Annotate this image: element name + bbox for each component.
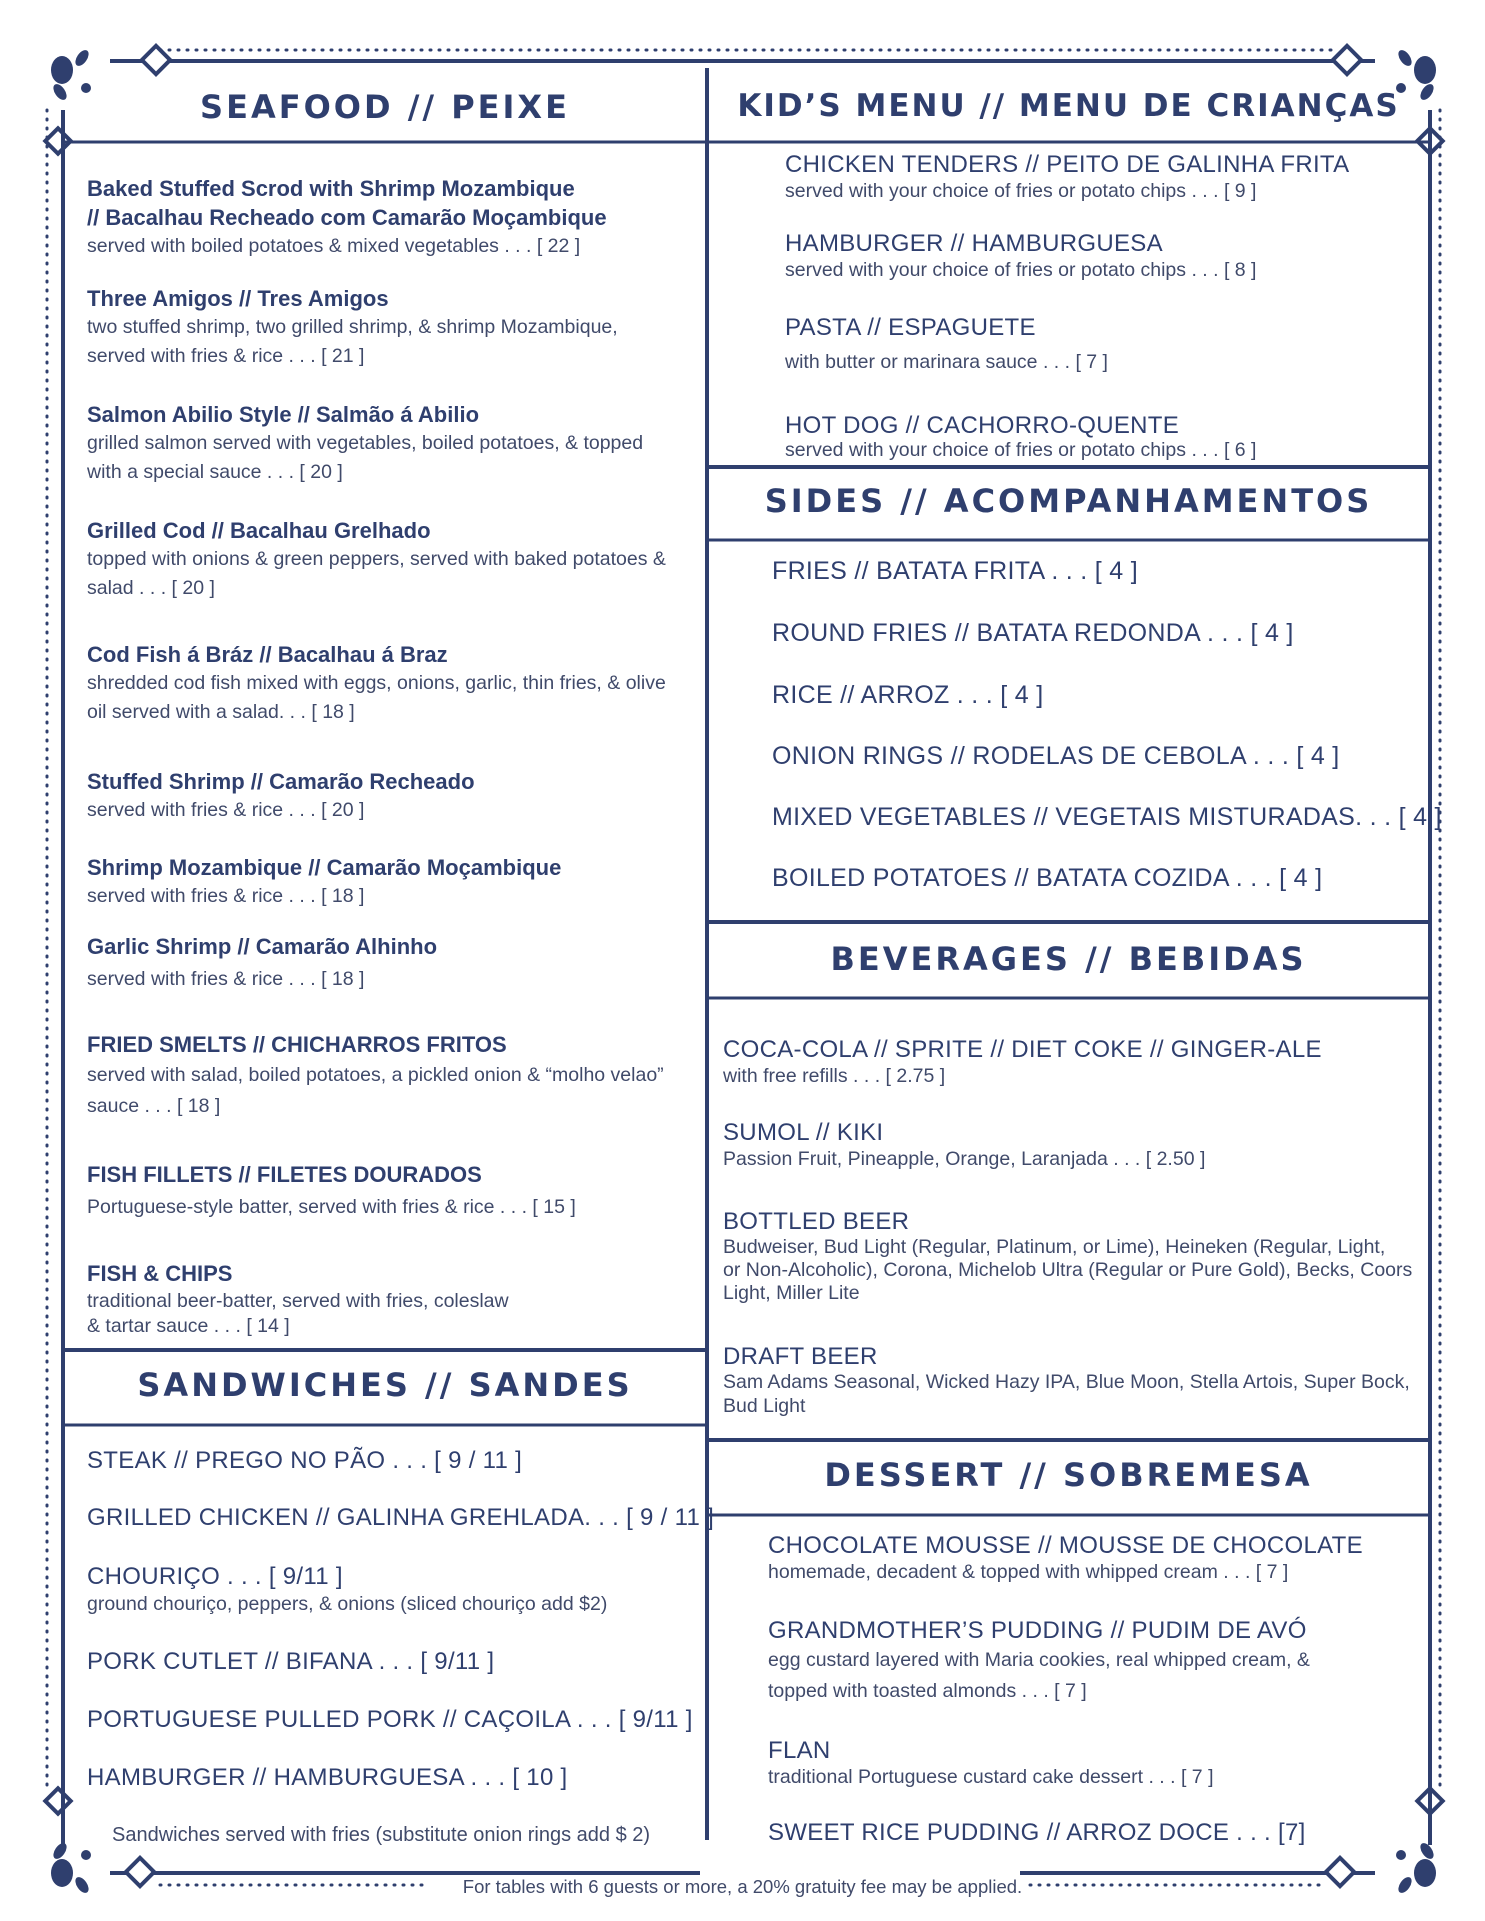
item-description-line2: & tartar sauce . . . [ 14 ]: [87, 1315, 290, 1337]
item-description-line2: topped with toasted almonds . . . [ 7 ]: [768, 1680, 1087, 1702]
seafood-item: [87, 1160, 576, 1222]
item-description: with butter or marinara sauce . . . [ 7 ]: [785, 351, 1108, 373]
item-name: Shrimp Mozambique // Camarão Moçambique: [87, 855, 562, 880]
sandwich-item: HAMBURGER // HAMBURGUESA . . . [ 10 ]: [87, 1764, 568, 1791]
item-name: Baked Stuffed Scrod with Shrimp Mozambique: [87, 176, 575, 201]
item-description: with free refills . . . [ 2.75 ]: [723, 1065, 946, 1087]
sandwiches-title: SANDWICHES // SANDES: [137, 1366, 633, 1404]
item-name: Garlic Shrimp // Camarão Alhinho: [87, 934, 438, 959]
item-description: two stuffed shrimp, two grilled shrimp, & shrimp Mozambique,: [87, 316, 618, 338]
sandwich-item: STEAK // PREGO NO PÃO . . . [ 9 / 11 ]: [87, 1447, 523, 1474]
seafood-item: [87, 853, 561, 911]
side-item: FRIES // BATATA FRITA . . . [ 4 ]: [772, 557, 1138, 585]
dessert-item: [768, 1736, 1213, 1789]
item-name: Cod Fish á Bráz // Bacalhau á Braz: [87, 642, 448, 667]
item-name: Stuffed Shrimp // Camarão Recheado: [87, 769, 475, 794]
top-right-diamond: [1333, 46, 1361, 74]
seafood-item: [87, 284, 618, 371]
item-name: FRIED SMELTS // CHICHARROS FRITOS: [87, 1032, 507, 1057]
item-description: egg custard layered with Maria cookies, real whipped cream, &: [768, 1649, 1310, 1671]
item-name: DRAFT BEER: [723, 1343, 878, 1370]
item-description: served with salad, boiled potatoes, a pickled onion & “molho velao”: [87, 1064, 664, 1086]
item-description: Passion Fruit, Pineapple, Orange, Laranjada . . . [ 2.50 ]: [723, 1148, 1206, 1170]
item-name: Three Amigos // Tres Amigos: [87, 286, 389, 311]
item-name: CHICKEN TENDERS // PEITO DE GALINHA FRITA: [785, 151, 1350, 178]
side-item: ROUND FRIES // BATATA REDONDA . . . [ 4 ]: [772, 619, 1294, 647]
item-description: served with your choice of fries or potato chips . . . [ 9 ]: [785, 180, 1257, 202]
sandwich-item: PORK CUTLET // BIFANA . . . [ 9/11 ]: [87, 1648, 495, 1675]
seafood-item: [87, 1030, 664, 1121]
seafood-item: [87, 174, 607, 261]
sandwiches-note: Sandwiches served with fries (substitute onion rings add $ 2): [112, 1824, 651, 1846]
item-description-line2: oil served with a salad. . . [ 18 ]: [87, 701, 355, 723]
item-name: COCA-COLA // SPRITE // DIET COKE // GINGER-ALE: [723, 1036, 1322, 1063]
item-description: Budweiser, Bud Light (Regular, Platinum, or Lime), Heineken (Regular, Light,: [723, 1236, 1386, 1258]
kids-item: [785, 150, 1349, 203]
item-description: served with boiled potatoes & mixed vegetables . . . [ 22 ]: [87, 235, 581, 257]
sandwich-item: GRILLED CHICKEN // GALINHA GREHLADA. . . [ 9 / 11 ]: [87, 1504, 715, 1531]
item-name: PASTA // ESPAGUETE: [785, 314, 1036, 341]
item-description: traditional Portuguese custard cake dessert . . . [ 7 ]: [768, 1766, 1214, 1788]
item-description: served with fries & rice . . . [ 20 ]: [87, 799, 365, 821]
item-description: homemade, decadent & topped with whipped cream . . . [ 7 ]: [768, 1561, 1289, 1583]
seafood-item: [87, 400, 643, 487]
item-name: FLAN: [768, 1737, 831, 1764]
dessert-title: DESSERT // SOBREMESA: [824, 1456, 1313, 1494]
side-item: ONION RINGS // RODELAS DE CEBOLA . . . [ 4 ]: [772, 742, 1340, 770]
beverage-item: [723, 1207, 1412, 1305]
item-name: HAMBURGER // HAMBURGUESA: [785, 230, 1163, 257]
item-description: Sam Adams Seasonal, Wicked Hazy IPA, Blue Moon, Stella Artois, Super Bock,: [723, 1371, 1410, 1393]
dessert-item: [768, 1616, 1310, 1706]
beverages-title: BEVERAGES // BEBIDAS: [830, 940, 1307, 978]
item-description-line2: salad . . . [ 20 ]: [87, 577, 215, 599]
item-description: served with your choice of fries or potato chips . . . [ 8 ]: [785, 259, 1257, 281]
item-description: served with fries & rice . . . [ 18 ]: [87, 885, 365, 907]
seafood-item: [87, 516, 666, 603]
side-item: MIXED VEGETABLES // VEGETAIS MISTURADAS. . . [ 4 ]: [772, 803, 1442, 831]
item-description: served with your choice of fries or potato chips . . . [ 6 ]: [785, 439, 1257, 461]
item-description: Portuguese-style batter, served with fries & rice . . . [ 15 ]: [87, 1196, 576, 1218]
kids-item: [785, 229, 1256, 282]
item-description: traditional beer-batter, served with fries, coleslaw: [87, 1290, 509, 1312]
seafood-item: [87, 640, 666, 727]
dessert-item: SWEET RICE PUDDING // ARROZ DOCE . . . [7]: [768, 1819, 1306, 1846]
item-description-line2: or Non-Alcoholic), Corona, Michelob Ultra (Regular or Pure Gold), Becks, Coors: [723, 1259, 1413, 1281]
item-name: CHOURIÇO . . . [ 9/11 ]: [87, 1563, 343, 1590]
item-description: served with fries & rice . . . [ 18 ]: [87, 968, 365, 990]
beverage-item: [723, 1035, 1322, 1088]
sides-title: SIDES // ACOMPANHAMENTOS: [764, 482, 1373, 520]
left-bottom-diamond: [45, 1788, 70, 1813]
item-description-line2: sauce . . . [ 18 ]: [87, 1095, 221, 1117]
seafood-title: SEAFOOD // PEIXE: [200, 88, 570, 126]
item-name: SUMOL // KIKI: [723, 1119, 884, 1146]
item-name: HOT DOG // CACHORRO-QUENTE: [785, 412, 1180, 439]
item-description-line2: with a special sauce . . . [ 20 ]: [87, 461, 343, 483]
item-description-line3: Light, Miller Lite: [723, 1282, 860, 1304]
sandwich-item: [87, 1562, 607, 1617]
item-name: CHOCOLATE MOUSSE // MOUSSE DE CHOCOLATE: [768, 1532, 1363, 1559]
sandwich-item: PORTUGUESE PULLED PORK // CAÇOILA . . . [ 9/11 ]: [87, 1706, 693, 1733]
item-name: FISH FILLETS // FILETES DOURADOS: [87, 1162, 482, 1187]
item-description-line2: Bud Light: [723, 1395, 806, 1417]
item-name-portuguese: // Bacalhau Recheado com Camarão Moçambique: [87, 205, 607, 230]
item-description: grilled salmon served with vegetables, boiled potatoes, & topped: [87, 432, 644, 454]
kids-menu-title: KID’S MENU // MENU DE CRIANÇAS: [737, 88, 1400, 124]
item-name: BOTTLED BEER: [723, 1208, 910, 1235]
item-name: GRANDMOTHER’S PUDDING // PUDIM DE AVÓ: [768, 1617, 1307, 1644]
beverage-item: [723, 1118, 1205, 1171]
seafood-item: [87, 932, 437, 994]
item-description: shredded cod fish mixed with eggs, onions, garlic, thin fries, & olive: [87, 672, 666, 694]
item-name: FISH & CHIPS: [87, 1261, 233, 1286]
beverage-item: [723, 1344, 1410, 1418]
item-name: Grilled Cod // Bacalhau Grelhado: [87, 518, 431, 543]
gratuity-note: For tables with 6 guests or more, a 20% gratuity fee may be applied.: [462, 1876, 1023, 1897]
item-description-line2: served with fries & rice . . . [ 21 ]: [87, 345, 365, 367]
kids-item: [785, 411, 1256, 460]
side-item: BOILED POTATOES // BATATA COZIDA . . . [ 4 ]: [772, 864, 1323, 892]
kids-item: [785, 313, 1108, 374]
top-left-diamond: [142, 46, 170, 74]
side-item: RICE // ARROZ . . . [ 4 ]: [772, 681, 1044, 709]
dessert-item: [768, 1531, 1363, 1584]
item-description: ground chouriço, peppers, & onions (sliced chouriço add $2): [87, 1593, 608, 1615]
seafood-item: [87, 767, 475, 825]
item-description: topped with onions & green peppers, served with baked potatoes &: [87, 548, 666, 570]
item-name: Salmon Abilio Style // Salmão á Abilio: [87, 402, 480, 427]
seafood-item: [87, 1259, 509, 1338]
